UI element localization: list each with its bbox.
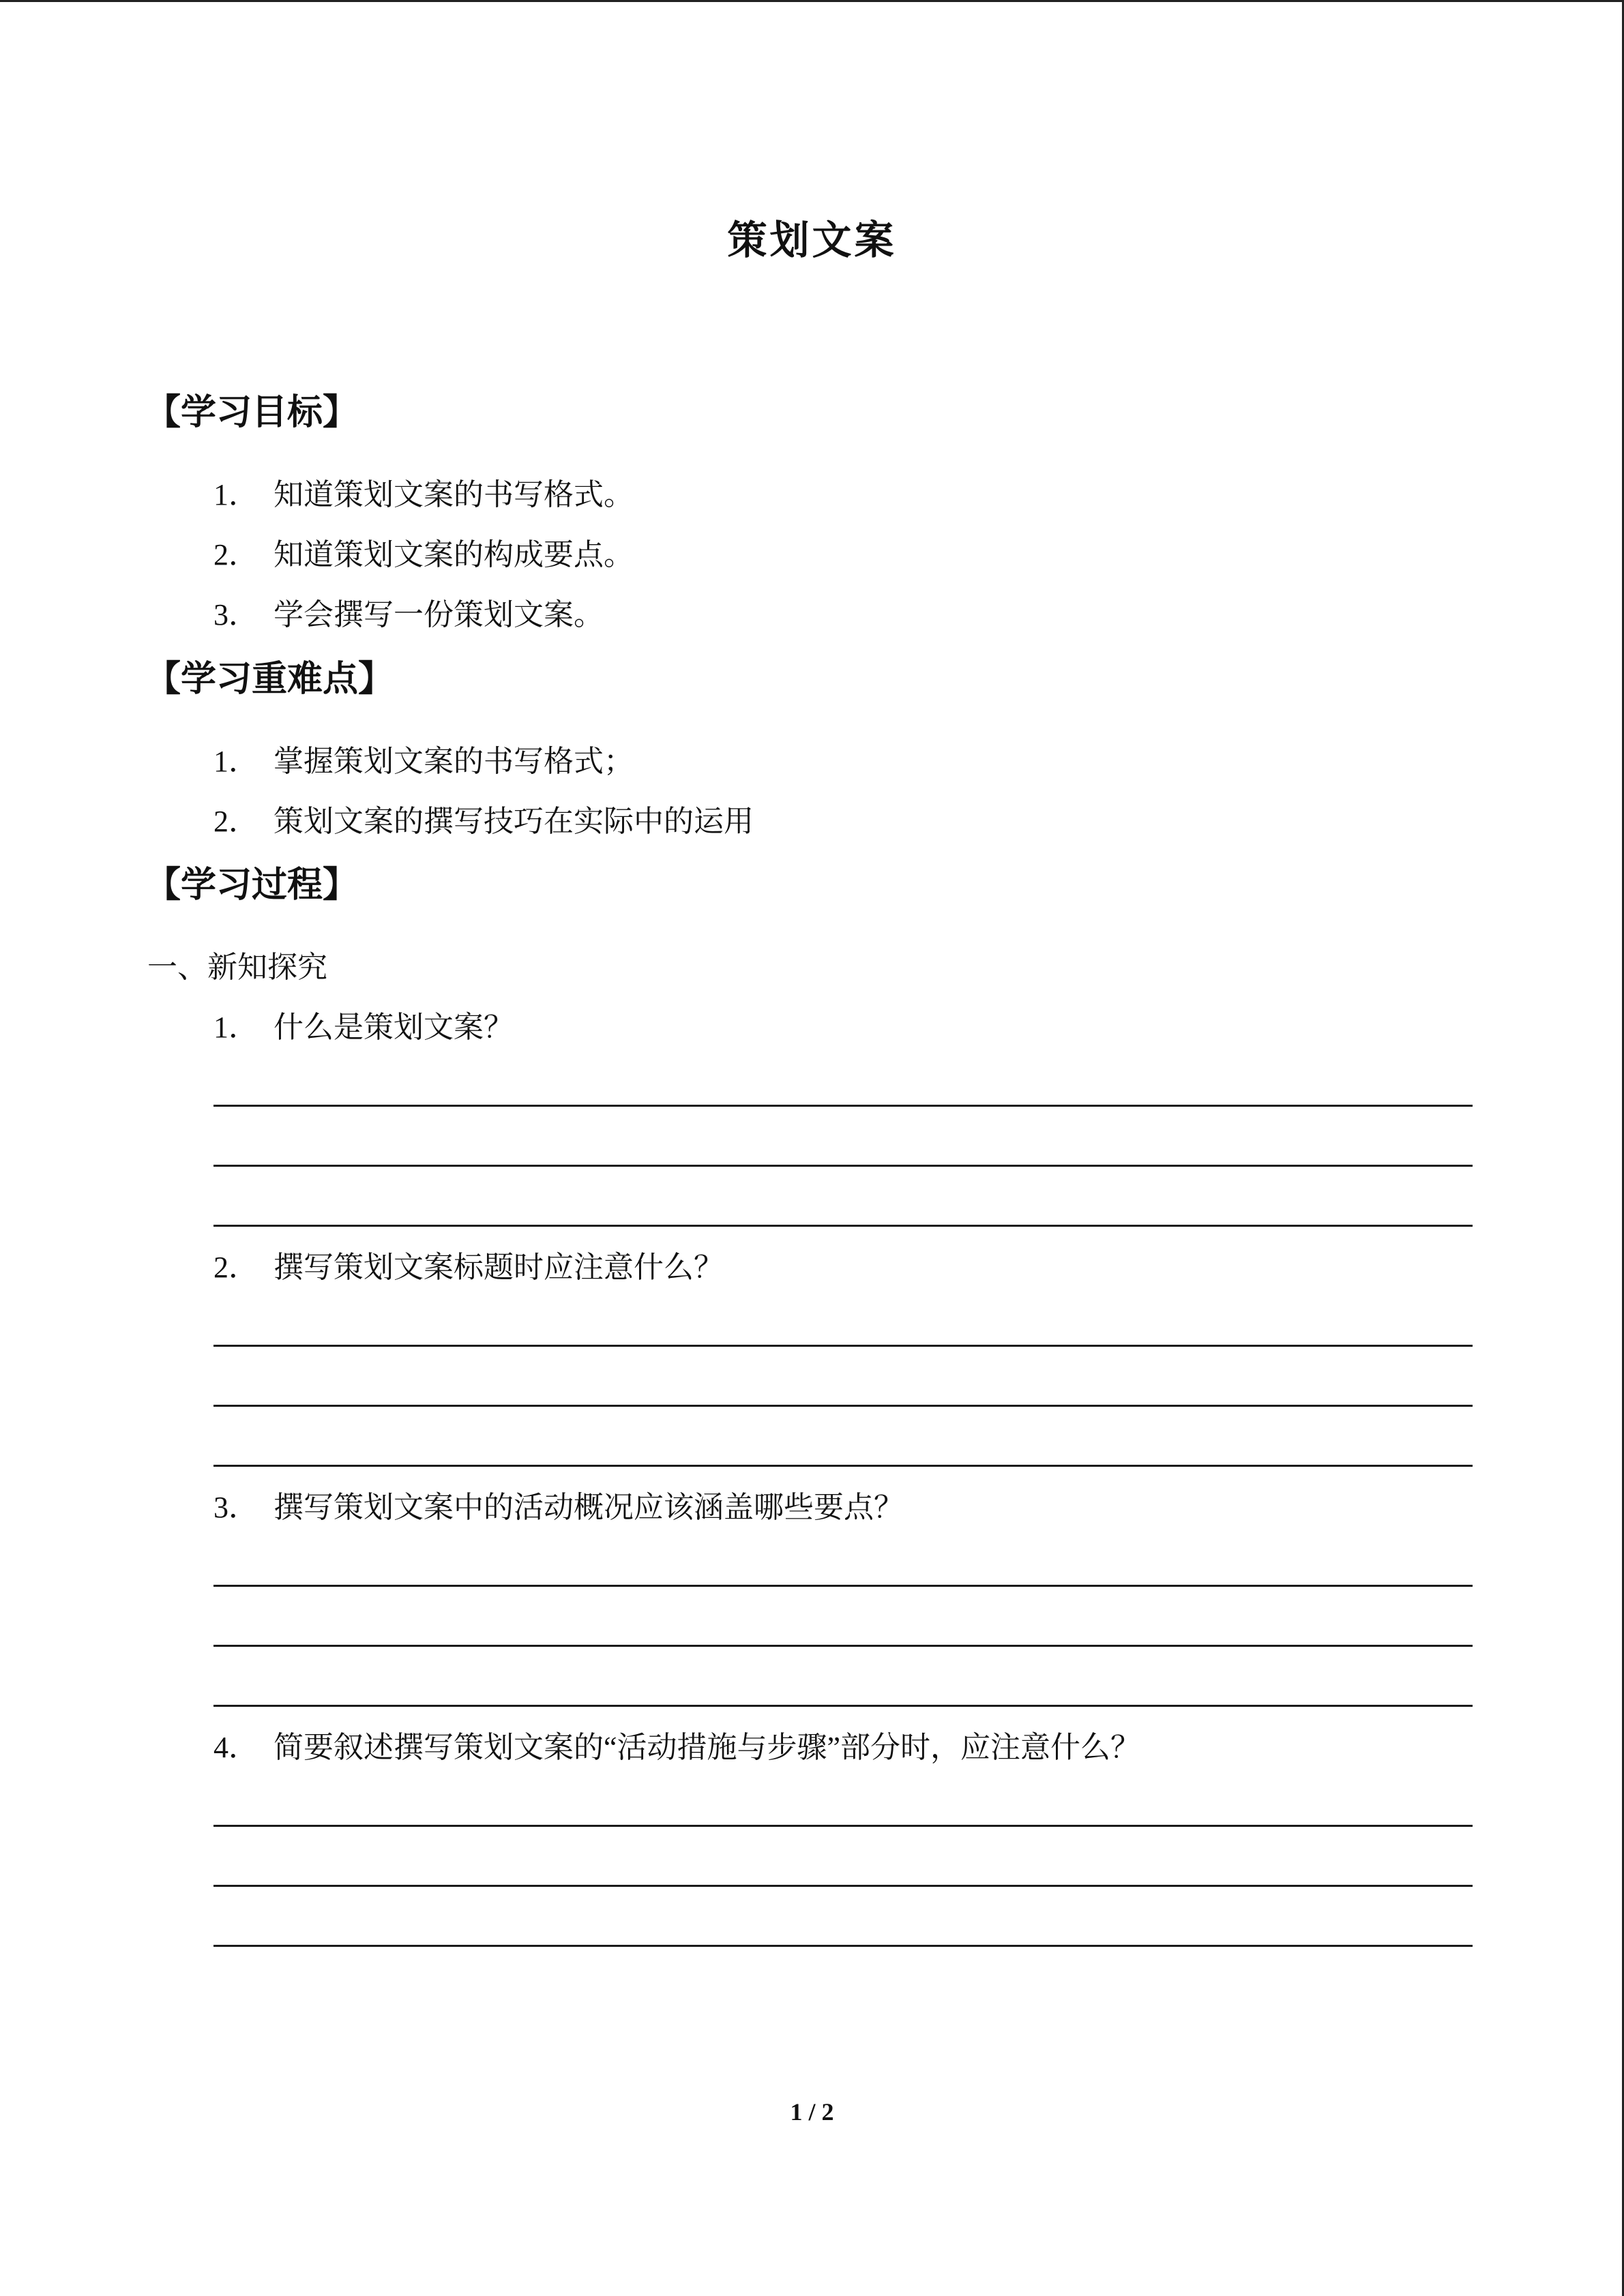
goal-item bbox=[213, 595, 604, 636]
difficulty-item-text: 策划文案的撰写技巧在实际中的运用 bbox=[274, 805, 754, 838]
answer-line[interactable] bbox=[213, 1225, 1473, 1227]
difficulty-item-text: 掌握策划文案的书写格式； bbox=[274, 745, 634, 778]
section-heading-process: 【学习过程】 bbox=[145, 865, 359, 906]
answer-line[interactable] bbox=[213, 1825, 1473, 1827]
document-title: 策划文案 bbox=[727, 217, 897, 263]
question-text: 什么是策划文案？ bbox=[274, 1011, 514, 1044]
answer-line[interactable] bbox=[213, 1465, 1473, 1467]
goal-item bbox=[213, 535, 634, 576]
goal-item-text: 知道策划文案的构成要点。 bbox=[274, 538, 634, 571]
question-number: 3． bbox=[213, 1491, 259, 1524]
difficulty-item-number: 1． bbox=[213, 745, 259, 778]
question-text: 撰写策划文案标题时应注意什么？ bbox=[274, 1251, 724, 1284]
goal-item-text: 知道策划文案的书写格式。 bbox=[274, 478, 634, 511]
goal-item-number: 3． bbox=[213, 598, 259, 631]
answer-line[interactable] bbox=[213, 1165, 1473, 1167]
answer-line[interactable] bbox=[213, 1405, 1473, 1407]
question-item bbox=[213, 1487, 904, 1528]
difficulty-item-number: 2． bbox=[213, 805, 259, 838]
question-number: 2． bbox=[213, 1251, 259, 1284]
question-item bbox=[213, 1007, 514, 1048]
answer-line[interactable] bbox=[213, 1945, 1473, 1947]
section-heading-difficulties: 【学习重难点】 bbox=[145, 659, 394, 700]
answer-line[interactable] bbox=[213, 1705, 1473, 1707]
difficulty-item bbox=[213, 741, 634, 782]
answer-line[interactable] bbox=[213, 1585, 1473, 1587]
goal-item bbox=[213, 475, 634, 516]
page-border-top bbox=[0, 0, 1624, 2]
question-item bbox=[213, 1727, 1140, 1768]
page-number: 1 / 2 bbox=[790, 2098, 834, 2126]
goal-item-number: 2． bbox=[213, 538, 259, 571]
answer-line[interactable] bbox=[213, 1645, 1473, 1647]
question-number: 1． bbox=[213, 1011, 259, 1044]
goal-item-number: 1． bbox=[213, 478, 259, 511]
question-text: 撰写策划文案中的活动概况应该涵盖哪些要点？ bbox=[274, 1491, 904, 1524]
answer-line[interactable] bbox=[213, 1885, 1473, 1887]
answer-line[interactable] bbox=[213, 1105, 1473, 1107]
section-heading-goals: 【学习目标】 bbox=[145, 392, 359, 433]
subsection-title: 一、新知探究 bbox=[147, 951, 327, 984]
question-text: 简要叙述撰写策划文案的“活动措施与步骤”部分时，应注意什么？ bbox=[274, 1731, 1141, 1764]
goal-item-text: 学会撰写一份策划文案。 bbox=[274, 598, 604, 631]
answer-line[interactable] bbox=[213, 1345, 1473, 1347]
difficulty-item bbox=[213, 801, 754, 842]
question-item bbox=[213, 1247, 724, 1288]
question-number: 4． bbox=[213, 1731, 259, 1764]
